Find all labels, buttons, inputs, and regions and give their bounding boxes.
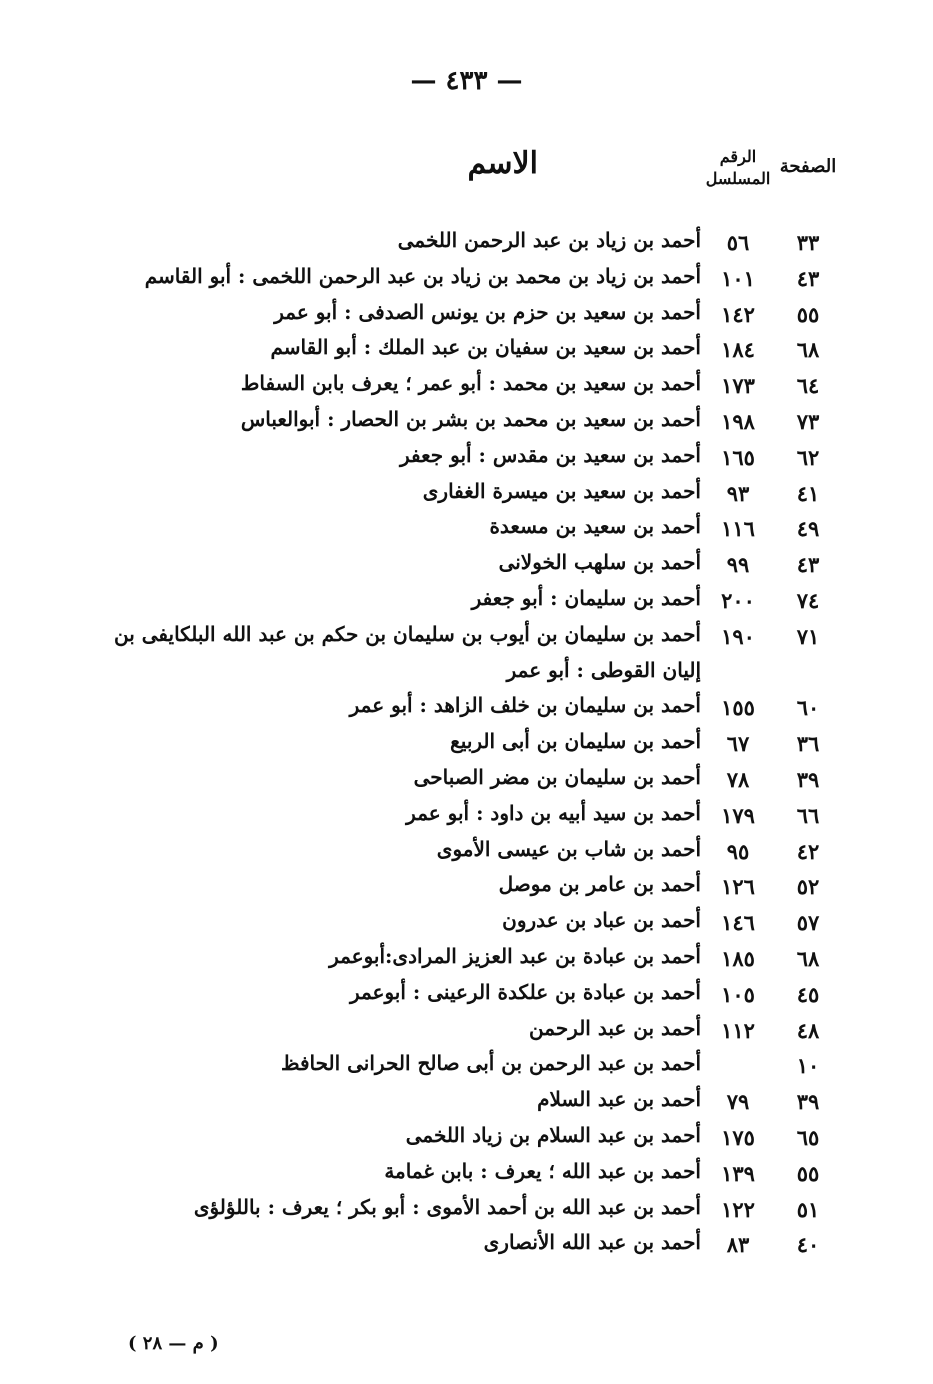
header-serial-line1: الرقم (719, 147, 757, 166)
entry-name: أحمد بن شاب بن عيسى الأموى (436, 836, 701, 861)
entry-serial: ١٠١ (721, 265, 755, 291)
entry-serial: ٢٠٠ (721, 587, 755, 613)
entry-name: أحمد بن سعيد بن سفيان بن عبد الملك : أبو القاسم (270, 335, 701, 360)
table-header (0, 140, 933, 200)
table-row (0, 1228, 933, 1264)
entry-name: أحمد بن عبد السلام (537, 1087, 701, 1112)
entry-serial: ٧٩ (726, 1089, 750, 1115)
entry-name: أحمد بن عباد بن عدرون (502, 908, 701, 933)
entry-name: أحمد بن زياد بن عبد الرحمن اللخمى (397, 228, 701, 252)
entry-serial: ١٥٥ (721, 695, 755, 721)
entry-serial: ١٢٦ (721, 874, 755, 900)
entry-serial: ٩٩ (726, 552, 750, 578)
entry-page: ٥٢ (796, 874, 820, 900)
entry-page: ٧١ (796, 623, 820, 649)
entry-serial: ١١٢ (721, 1017, 755, 1043)
entry-page: ٥٥ (796, 301, 820, 327)
entry-serial: ١٦٥ (721, 444, 755, 470)
entry-name: أحمد بن سليمان بن أبى الربيع (450, 729, 701, 754)
entry-page: ٤٩ (796, 516, 820, 542)
signature-mark: ( م — ٢٨ ) (128, 1333, 219, 1354)
table-row (0, 620, 933, 656)
entry-serial: ١٧٣ (721, 373, 755, 399)
table-row (0, 369, 933, 405)
entry-name: أحمد بن عبد الرحمن (529, 1015, 701, 1040)
entry-page: ٤٠ (796, 1232, 820, 1258)
table-row (0, 333, 933, 369)
entry-serial: ١٢٢ (721, 1196, 755, 1222)
entry-name: أحمد بن عبد السلام بن زياد اللخمى (405, 1122, 701, 1147)
table-row (0, 691, 933, 727)
table-row (0, 226, 933, 262)
entry-serial: ١٨٥ (721, 945, 755, 971)
table-row (0, 1193, 933, 1229)
entry-name: أحمد بن سعيد بن مسعدة (489, 514, 701, 539)
entry-page: ٤٣ (796, 552, 820, 578)
entry-serial: ١٧٥ (721, 1124, 755, 1150)
entry-page: ٦٠ (796, 695, 820, 721)
entry-name: أحمد بن سليمان بن خلف الزاهد : أبو عمر (349, 693, 701, 718)
entry-page: ٧٤ (796, 587, 820, 613)
table-row (0, 1014, 933, 1050)
entry-page: ٤١ (796, 480, 820, 506)
entry-name: أحمد بن عبد الله بن أحمد الأموى : أبو بكر ؛ يعرف : باللؤلؤى (193, 1194, 701, 1219)
entry-name: أحمد بن سليمان بن مضر الصباحى (413, 764, 701, 789)
entry-name: أحمد بن عامر بن موصل (498, 872, 701, 897)
table-row (0, 1157, 933, 1193)
entry-page: ٧٣ (796, 408, 820, 434)
entry-name: أحمد بن سعيد بن محمد بن بشر بن الحصار : أبوالعباس (240, 406, 701, 431)
entry-page: ٣٩ (796, 766, 820, 792)
entry-page: ٤٥ (796, 981, 820, 1007)
table-row (0, 763, 933, 799)
entry-name: أحمد بن سليمان بن أيوب بن سليمان بن حكم بن عبد الله البلكايفى بن (113, 621, 701, 646)
entry-serial: ١٠٥ (721, 981, 755, 1007)
table-row (0, 906, 933, 942)
table-row (0, 1085, 933, 1121)
entry-name: أحمد بن سليمان : أبو جعفر (471, 585, 701, 610)
entry-name: أحمد بن سعيد بن حزم بن يونس الصدفى : أبو عمر (274, 299, 701, 324)
entry-page: ٦٤ (796, 373, 820, 399)
entry-serial: ٨٣ (726, 1232, 750, 1258)
entry-name: أحمد بن عبد الله الأنصارى (483, 1230, 701, 1255)
entry-page: ٦٨ (796, 337, 820, 363)
header-serial-line2: المسلسل (705, 169, 771, 188)
table-row (0, 298, 933, 334)
entry-page: ٤٢ (796, 838, 820, 864)
entry-serial: ١٤٢ (721, 301, 755, 327)
table-row (0, 835, 933, 871)
table-row (0, 405, 933, 441)
entry-serial: ١١٦ (721, 516, 755, 542)
entry-page: ٣٩ (796, 1089, 820, 1115)
table-row (0, 656, 933, 692)
header-name: الاسم (467, 146, 538, 181)
entry-name: إليان القوطى : أبو عمر (506, 657, 701, 682)
table-row (0, 799, 933, 835)
entry-serial: ١٩٨ (721, 408, 755, 434)
entry-name: أحمد بن سلهب الخولانى (498, 550, 701, 575)
entry-name: أحمد بن عبادة بن علكدة الرعينى : أبوعمر (349, 979, 701, 1004)
entry-page: ٦٢ (796, 444, 820, 470)
table-row (0, 441, 933, 477)
entry-serial: ١٤٦ (721, 910, 755, 936)
entry-name: أحمد بن زياد بن محمد بن زياد بن عبد الرحمن اللخمى : أبو القاسم (144, 263, 701, 288)
entries-list (0, 226, 933, 1264)
entry-serial: ١٣٩ (721, 1160, 755, 1186)
table-row (0, 512, 933, 548)
entry-serial: ١٩٠ (721, 623, 755, 649)
page-number: — ٤٣٣ — (410, 66, 523, 96)
entry-name: أحمد بن سيد أبيه بن داود : أبو عمر (406, 800, 701, 825)
table-row (0, 1049, 933, 1085)
table-row (0, 870, 933, 906)
entry-serial: ٧٨ (726, 766, 750, 792)
table-row (0, 262, 933, 298)
entry-page: ٤٨ (796, 1017, 820, 1043)
entry-name: أحمد بن سعيد بن ميسرة الغفارى (422, 478, 701, 503)
entry-name: أحمد بن سعيد بن محمد : أبو عمر ؛ يعرف بابن السفاط (240, 371, 701, 396)
entry-page: ٦٨ (796, 945, 820, 971)
table-row (0, 477, 933, 513)
entry-page: ٣٣ (796, 230, 820, 255)
entry-serial: ١٨٤ (721, 337, 755, 363)
entry-page: ٥٧ (796, 910, 820, 936)
entry-page: ٥٥ (796, 1160, 820, 1186)
entry-serial: ٥٦ (726, 230, 750, 255)
entry-page: ٥١ (796, 1196, 820, 1222)
entry-serial: ١٧٩ (721, 802, 755, 828)
table-row (0, 584, 933, 620)
entry-serial: ٩٣ (726, 480, 750, 506)
entry-page: ٣٦ (796, 731, 820, 757)
table-row (0, 548, 933, 584)
table-row (0, 1121, 933, 1157)
entry-serial: ٦٧ (726, 731, 750, 757)
table-row (0, 727, 933, 763)
table-row (0, 978, 933, 1014)
entry-name: أحمد بن عبد الله ؛ يعرف : بابن غمامة (384, 1158, 701, 1183)
entry-name: أحمد بن عبادة بن عبد العزيز المرادى:أبوعمر (329, 943, 701, 968)
entry-serial: ٩٥ (726, 838, 750, 864)
entry-name: أحمد بن سعيد بن مقدس : أبو جعفر (400, 442, 701, 467)
entry-name: أحمد بن عبد الرحمن بن أبى صالح الحرانى الحافظ (280, 1051, 701, 1076)
header-serial (703, 146, 773, 190)
header-page: الصفحة (779, 156, 837, 177)
entry-page: ٦٥ (796, 1124, 820, 1150)
entry-page: ٤٣ (796, 265, 820, 291)
table-row (0, 942, 933, 978)
entry-page: ٦٦ (796, 802, 820, 828)
entry-page: ١٠ (796, 1053, 820, 1079)
